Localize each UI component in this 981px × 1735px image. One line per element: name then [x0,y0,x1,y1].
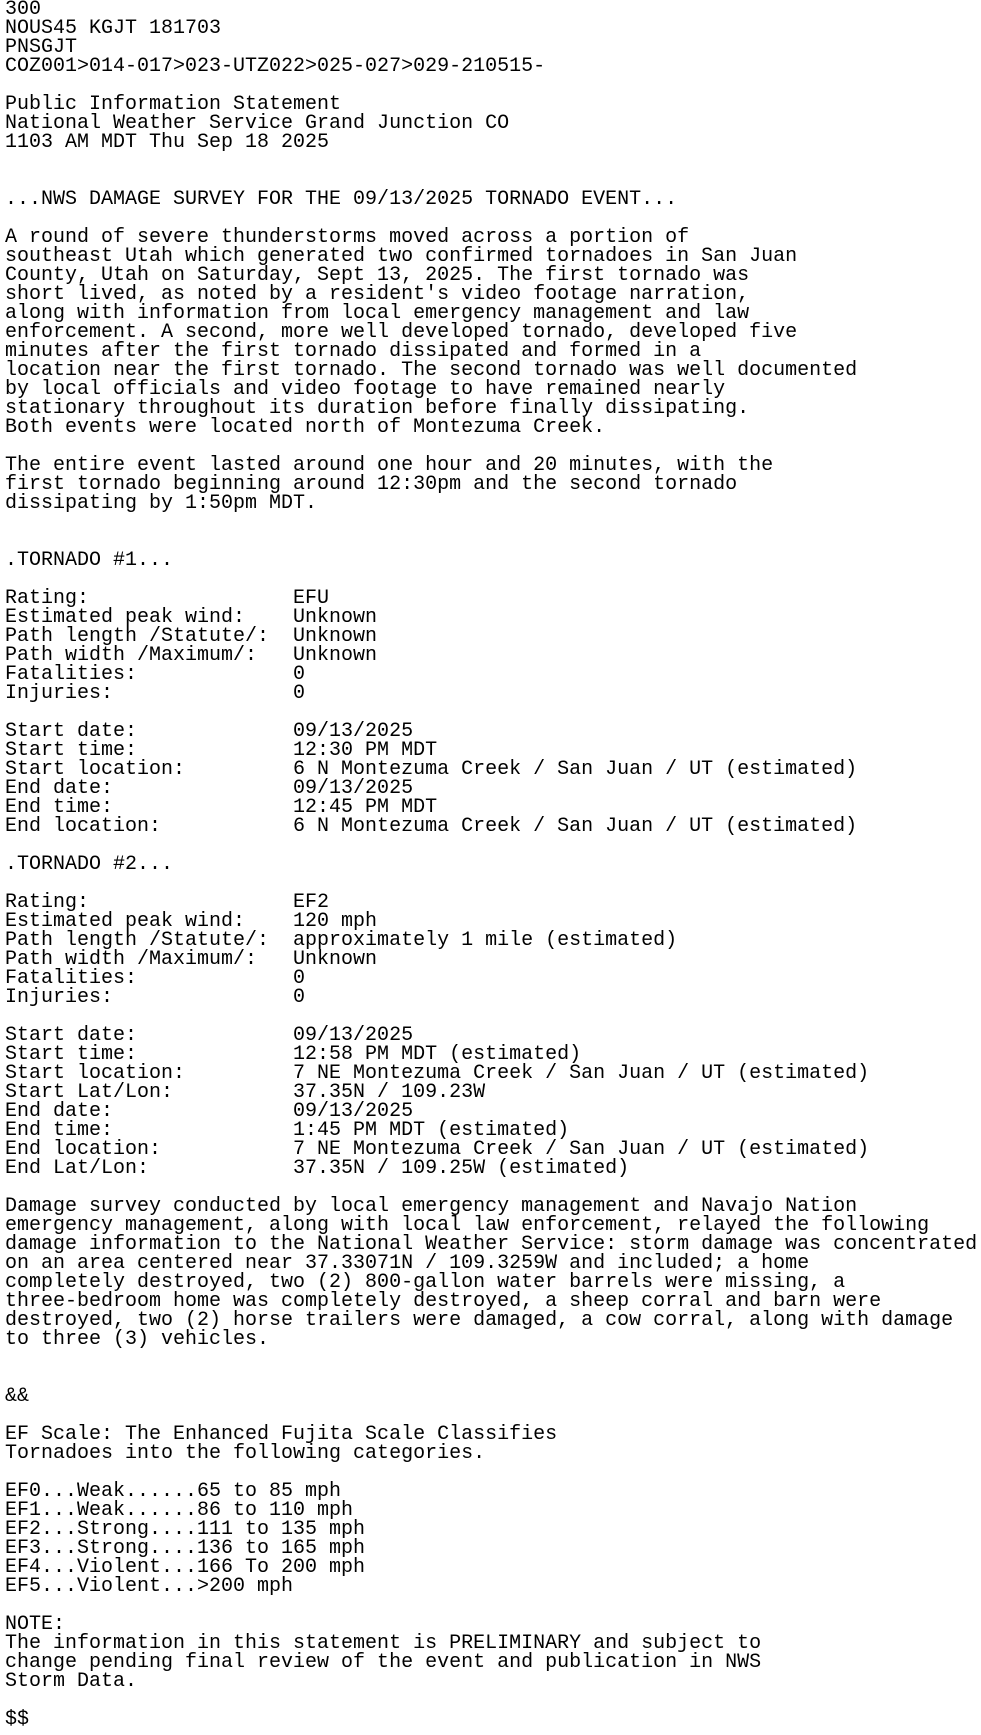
text-line: National Weather Service Grand Junction CO [5,112,510,135]
text-line: by local officials and video footage to have remained nearly [5,378,726,401]
text-line: $$ [5,1708,30,1731]
text-line: short lived, as noted by a resident's video footage narration, [5,283,750,306]
text-line: Path width /Maximum/: Unknown [5,644,378,667]
blank-line [5,1596,981,1615]
text-line: End date: 09/13/2025 [5,1100,414,1123]
text-line: 300 [5,0,42,21]
text-line: minutes after the first tornado dissipated and formed in a [5,340,702,363]
text-line: Start time: 12:58 PM MDT (estimated) [5,1043,582,1066]
text-line: Path width /Maximum/: Unknown [5,948,378,971]
text-line: Start date: 09/13/2025 [5,720,414,743]
text-line: Damage survey conducted by local emergency management and Navajo Nation [5,1195,858,1218]
text-line: Start Lat/Lon: 37.35N / 109.23W [5,1081,486,1104]
text-line: southeast Utah which generated two confirmed tornadoes in San Juan [5,245,798,268]
text-line: first tornado beginning around 12:30pm and the second tornado [5,473,738,496]
text-line: .TORNADO #2... [5,853,174,876]
text-line: Fatalities: 0 [5,663,306,686]
text-line: three-bedroom home was completely destroyed, a sheep corral and barn were [5,1290,882,1313]
text-line: The information in this statement is PRELIMINARY and subject to [5,1632,762,1655]
text-line: destroyed, two (2) horse trailers were damaged, a cow corral, along with damage [5,1309,954,1332]
text-line: EF Scale: The Enhanced Fujita Scale Classifies [5,1423,558,1446]
text-line: Estimated peak wind: 120 mph [5,910,378,933]
text-line: A round of severe thunderstorms moved across a portion of [5,226,690,249]
text-line: End date: 09/13/2025 [5,777,414,800]
text-line: Start location: 7 NE Montezuma Creek / San Juan / UT (estimated) [5,1062,870,1085]
text-line: End location: 6 N Montezuma Creek / San Juan / UT (estimated) [5,815,858,838]
text-line: Path length /Statute/: approximately 1 mile (estimated) [5,929,678,952]
text-line: NOTE: [5,1613,66,1636]
blank-line [5,152,981,171]
blank-line [5,1349,981,1368]
blank-line [5,513,981,532]
text-line: NOUS45 KGJT 181703 [5,17,222,40]
text-line: End Lat/Lon: 37.35N / 109.25W (estimated) [5,1157,630,1180]
text-line: EF4...Violent...166 To 200 mph [5,1556,366,1579]
text-line: Public Information Statement [5,93,342,116]
text-line: Fatalities: 0 [5,967,306,990]
text-line: Estimated peak wind: Unknown [5,606,378,629]
text-line: && [5,1385,30,1408]
blank-line [5,1368,981,1387]
text-line: on an area centered near 37.33071N / 109.3259W and included; a home [5,1252,810,1275]
text-line: stationary throughout its duration before finally dissipating. [5,397,750,420]
blank-line [5,1691,981,1710]
text-line: The entire event lasted around one hour and 20 minutes, with the [5,454,774,477]
text-line: EF3...Strong....136 to 165 mph [5,1537,366,1560]
text-line: EF5...Violent...>200 mph [5,1575,294,1598]
text-line: Storm Data. [5,1670,138,1693]
text-line: Tornadoes into the following categories. [5,1442,486,1465]
text-line: emergency management, along with local law enforcement, relayed the following [5,1214,930,1237]
text-line: Rating: EF2 [5,891,330,914]
text-line: dissipating by 1:50pm MDT. [5,492,318,515]
text-line: COZ001>014-017>023-UTZ022>025-027>029-210515- [5,55,546,78]
text-line: Injuries: 0 [5,682,306,705]
text-line: EF2...Strong....111 to 135 mph [5,1518,366,1541]
text-line: Start date: 09/13/2025 [5,1024,414,1047]
text-line: ...NWS DAMAGE SURVEY FOR THE 09/13/2025 TORNADO EVENT... [5,188,678,211]
text-line: County, Utah on Saturday, Sept 13, 2025. The first tornado was [5,264,750,287]
text-line: PNSGJT [5,36,78,59]
text-line: End location: 7 NE Montezuma Creek / San Juan / UT (estimated) [5,1138,870,1161]
text-line: Start time: 12:30 PM MDT [5,739,438,762]
text-line: Start location: 6 N Montezuma Creek / San Juan / UT (estimated) [5,758,858,781]
text-line: Injuries: 0 [5,986,306,1009]
text-line: change pending final review of the event and publication in NWS [5,1651,762,1674]
text-line: End time: 1:45 PM MDT (estimated) [5,1119,570,1142]
text-line: damage information to the National Weather Service: storm damage was concentrated [5,1233,978,1256]
text-line: EF1...Weak......86 to 110 mph [5,1499,354,1522]
text-line: .TORNADO #1... [5,549,174,572]
text-line: completely destroyed, two (2) 800-gallon water barrels were missing, a [5,1271,846,1294]
text-line: location near the first tornado. The second tornado was well documented [5,359,858,382]
text-line: enforcement. A second, more well developed tornado, developed five [5,321,798,344]
text-line: along with information from local emergency management and law [5,302,750,325]
text-line: to three (3) vehicles. [5,1328,270,1351]
text-line: EF0...Weak......65 to 85 mph [5,1480,342,1503]
text-line: Both events were located north of Montezuma Creek. [5,416,606,439]
text-line: Path length /Statute/: Unknown [5,625,378,648]
text-line: 1103 AM MDT Thu Sep 18 2025 [5,131,330,154]
text-line: End time: 12:45 PM MDT [5,796,438,819]
text-line: Rating: EFU [5,587,330,610]
